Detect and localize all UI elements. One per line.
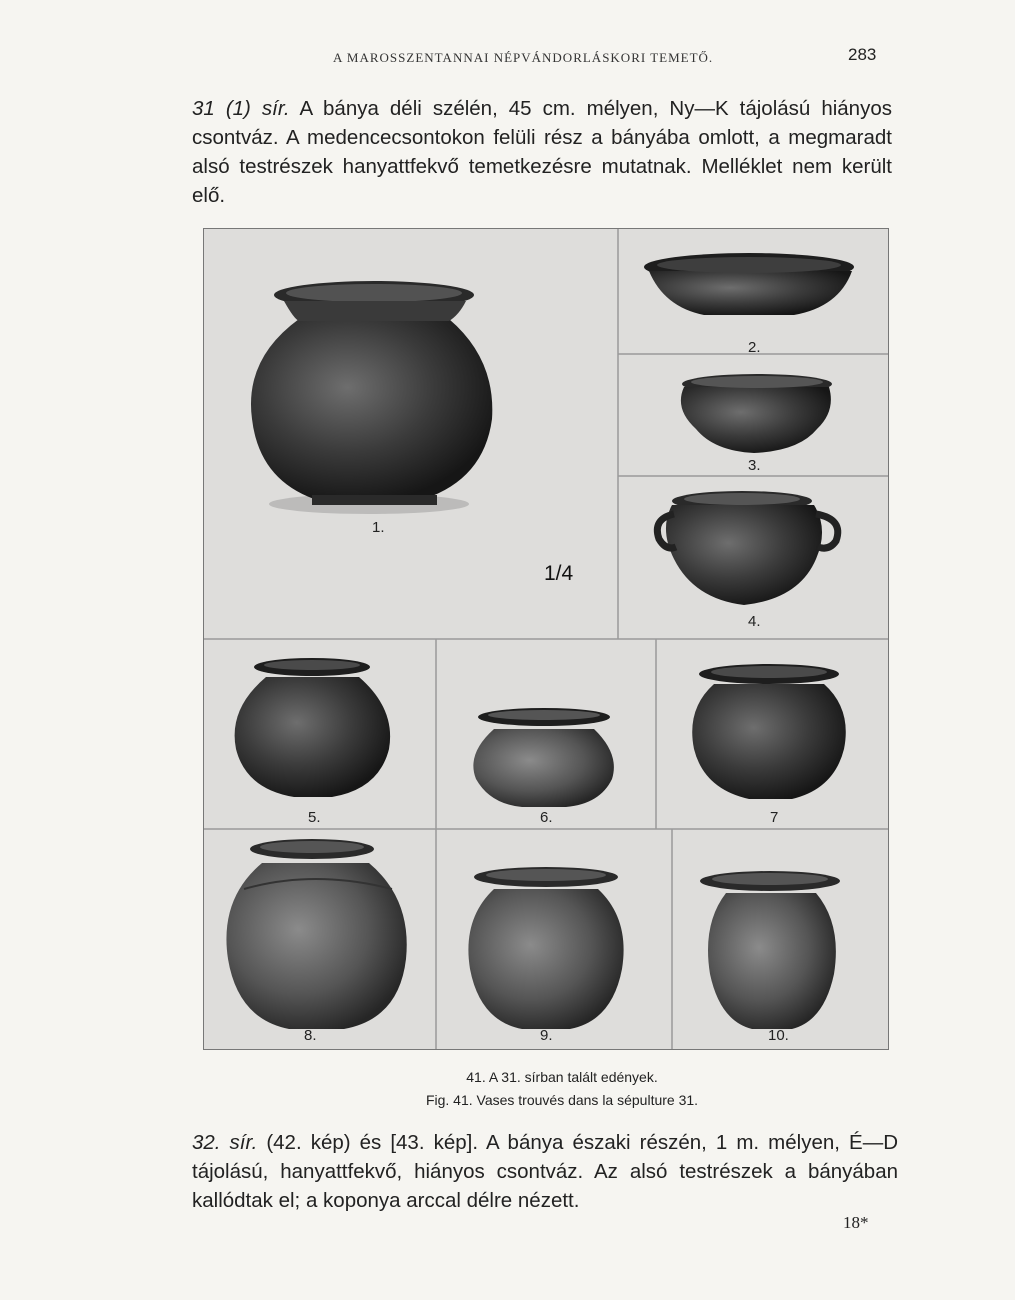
grave-32-lead: 32. sír. bbox=[192, 1131, 258, 1154]
vessel-7 bbox=[692, 664, 846, 799]
figure-label-4: 4. bbox=[748, 613, 761, 630]
page-number: 283 bbox=[848, 45, 877, 64]
grave-31-lead: 31 (1) sír. bbox=[192, 97, 290, 120]
vessel-1 bbox=[251, 281, 492, 514]
paragraph-grave-32 bbox=[192, 1128, 898, 1215]
vessel-9 bbox=[468, 867, 623, 1029]
figure-label-2: 2. bbox=[748, 339, 761, 356]
vessel-photographs bbox=[204, 229, 888, 1049]
figure-label-10: 10. bbox=[768, 1027, 789, 1044]
vessel-5 bbox=[235, 658, 391, 797]
signature-mark: 18* bbox=[843, 1213, 869, 1232]
scale-indicator: 1/4 bbox=[544, 562, 574, 585]
vessel-10 bbox=[700, 871, 840, 1029]
vessel-2 bbox=[644, 253, 854, 315]
figure-label-9: 9. bbox=[540, 1027, 553, 1044]
figure-label-8: 8. bbox=[304, 1027, 317, 1044]
vessel-6 bbox=[473, 708, 614, 807]
vessel-4 bbox=[657, 491, 837, 605]
figure-label-3: 3. bbox=[748, 457, 761, 474]
figure-label-5: 5. bbox=[308, 809, 321, 826]
grave-32-text: (42. kép) és [43. kép]. A bánya északi részén, 1 m. mélyen, É—D tájolású, hanyattfekvő, hiányos csontváz. Az alsó testrészek a bányában kallódtak el; a koponya arccal délre nézett. bbox=[192, 1131, 898, 1212]
figure-label-1: 1. bbox=[372, 519, 385, 536]
figure-label-6: 6. bbox=[540, 809, 553, 826]
grave-31-text: A bánya déli szélén, 45 cm. mélyen, Ny—K tájolású hiányos csontváz. A medencecsontokon felüli rész a bányába omlott, a megmaradt alsó testrészek hanyattfekvő temetkezésre mutatnak. Melléklet nem került elő. bbox=[192, 97, 892, 207]
running-title: A MAROSSZENTANNAI NÉPVÁNDORLÁSKORI TEMETŐ. bbox=[333, 50, 714, 65]
vessel-3 bbox=[681, 374, 832, 453]
caption-french: Fig. 41. Vases trouvés dans la sépulture 31. bbox=[425, 1092, 699, 1108]
paragraph-grave-31 bbox=[192, 94, 892, 210]
figure-plate bbox=[203, 228, 889, 1050]
vessel-8 bbox=[226, 839, 406, 1029]
caption-hungarian: 41. A 31. sírban talált edények. bbox=[466, 1069, 658, 1085]
figure-label-7: 7 bbox=[770, 809, 779, 826]
